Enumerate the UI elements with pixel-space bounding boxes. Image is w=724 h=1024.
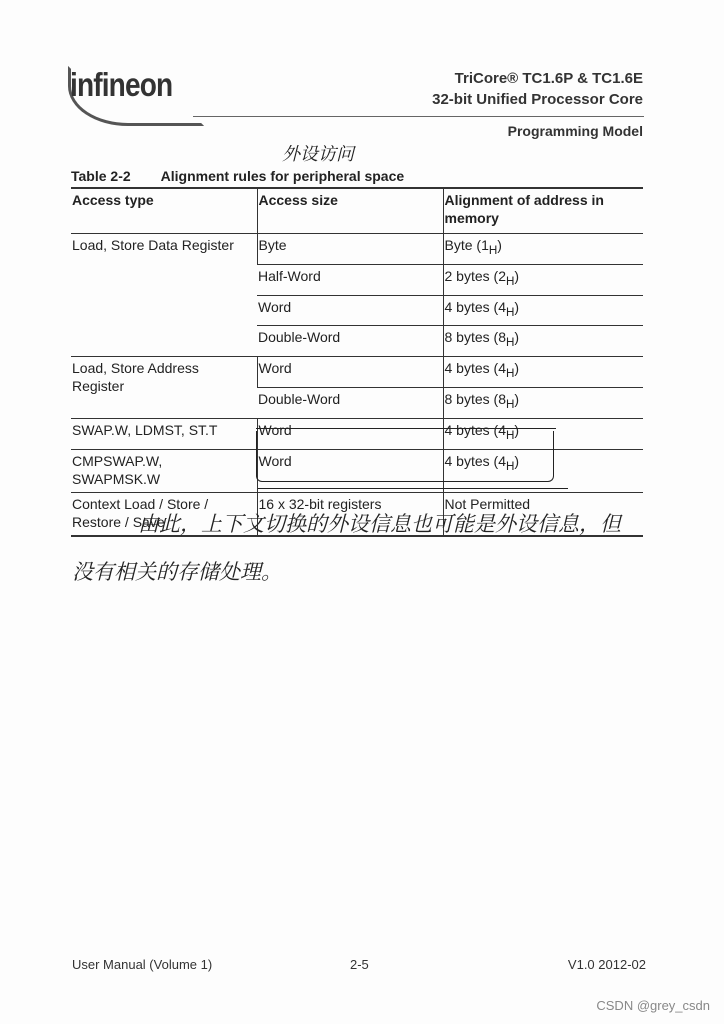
hex-subscript: H <box>505 397 515 411</box>
table-header-row <box>71 188 643 234</box>
watermark: CSDN @grey_csdn <box>596 998 710 1013</box>
footer-version: V1.0 2012-02 <box>567 957 646 972</box>
doc-title-line2: 32-bit Unified Processor Core <box>432 91 643 108</box>
handwritten-box-top <box>256 428 556 429</box>
handwritten-note-line2: 没有相关的存储处理。 <box>72 560 282 584</box>
table-cell: Word <box>257 418 443 449</box>
table-title: Alignment rules for peripheral space <box>160 168 405 184</box>
table-cell: Word <box>257 449 443 492</box>
table-cell: Byte <box>257 234 443 265</box>
table-cell: 4 bytes $(4_H)$ <box>443 449 643 492</box>
table-cell: Load, Store Address Register <box>71 357 257 419</box>
hex-subscript: H <box>505 305 515 319</box>
hex-subscript: H <box>505 459 515 473</box>
table-cell: 4 bytes $(4_H)$ <box>443 295 643 326</box>
hex-subscript: H <box>505 336 515 350</box>
handwritten-underline <box>258 488 568 489</box>
header-rule <box>193 116 644 117</box>
table-cell: CMPSWAP.W, SWAPMSK.W <box>71 449 257 492</box>
table-cell: 4 bytes $(4_H)$ <box>443 357 643 388</box>
footer-manual: User Manual (Volume 1) <box>72 957 213 972</box>
table-cell: 8 bytes $(8_H)$ <box>443 326 643 357</box>
table-cell: 2 bytes $(2_H)$ <box>443 264 643 295</box>
column-header: Access type <box>71 188 257 234</box>
table-row <box>71 234 643 265</box>
doc-title-line1: TriCore® TC1.6P & TC1.6E <box>454 70 643 87</box>
table-caption <box>71 168 434 184</box>
hex-subscript: H <box>505 428 515 442</box>
table-cell: Not Permitted <box>443 492 643 536</box>
table-cell: Word <box>257 357 443 388</box>
table-cell: Word <box>257 295 443 326</box>
table-cell: Context Load / Store / Restore / Save <box>71 492 257 536</box>
hex-subscript: H <box>505 274 515 288</box>
table-number: Table 2-2 <box>71 168 131 184</box>
table-cell: Double-Word <box>257 387 443 418</box>
handwritten-title: 外设访问 <box>282 144 354 165</box>
footer-page-number: 2-5 <box>350 957 369 972</box>
hex-subscript: H <box>488 243 498 257</box>
table-cell: Double-Word <box>257 326 443 357</box>
column-header: Access size <box>257 188 443 234</box>
table-cell: Load, Store Data Register <box>71 234 257 357</box>
table-cell: Byte $(1_H)$ <box>443 234 643 265</box>
table-row <box>71 357 643 388</box>
infineon-logo: infineon <box>70 66 173 103</box>
handwritten-note-line1: 由此，上下文切换的外设信息也可能是外设信息，但 <box>138 512 621 536</box>
section-title: Programming Model <box>507 123 643 139</box>
alignment-table <box>71 187 643 537</box>
table-cell: SWAP.W, LDMST, ST.T <box>71 418 257 449</box>
table-cell: 4 bytes $(4_H)$ <box>443 418 643 449</box>
table-cell: 8 bytes $(8_H)$ <box>443 387 643 418</box>
table-cell: 16 x 32-bit registers <box>257 492 443 536</box>
hex-subscript: H <box>505 366 515 380</box>
table-cell: Half-Word <box>257 264 443 295</box>
column-header: Alignment of address in memory <box>443 188 643 234</box>
